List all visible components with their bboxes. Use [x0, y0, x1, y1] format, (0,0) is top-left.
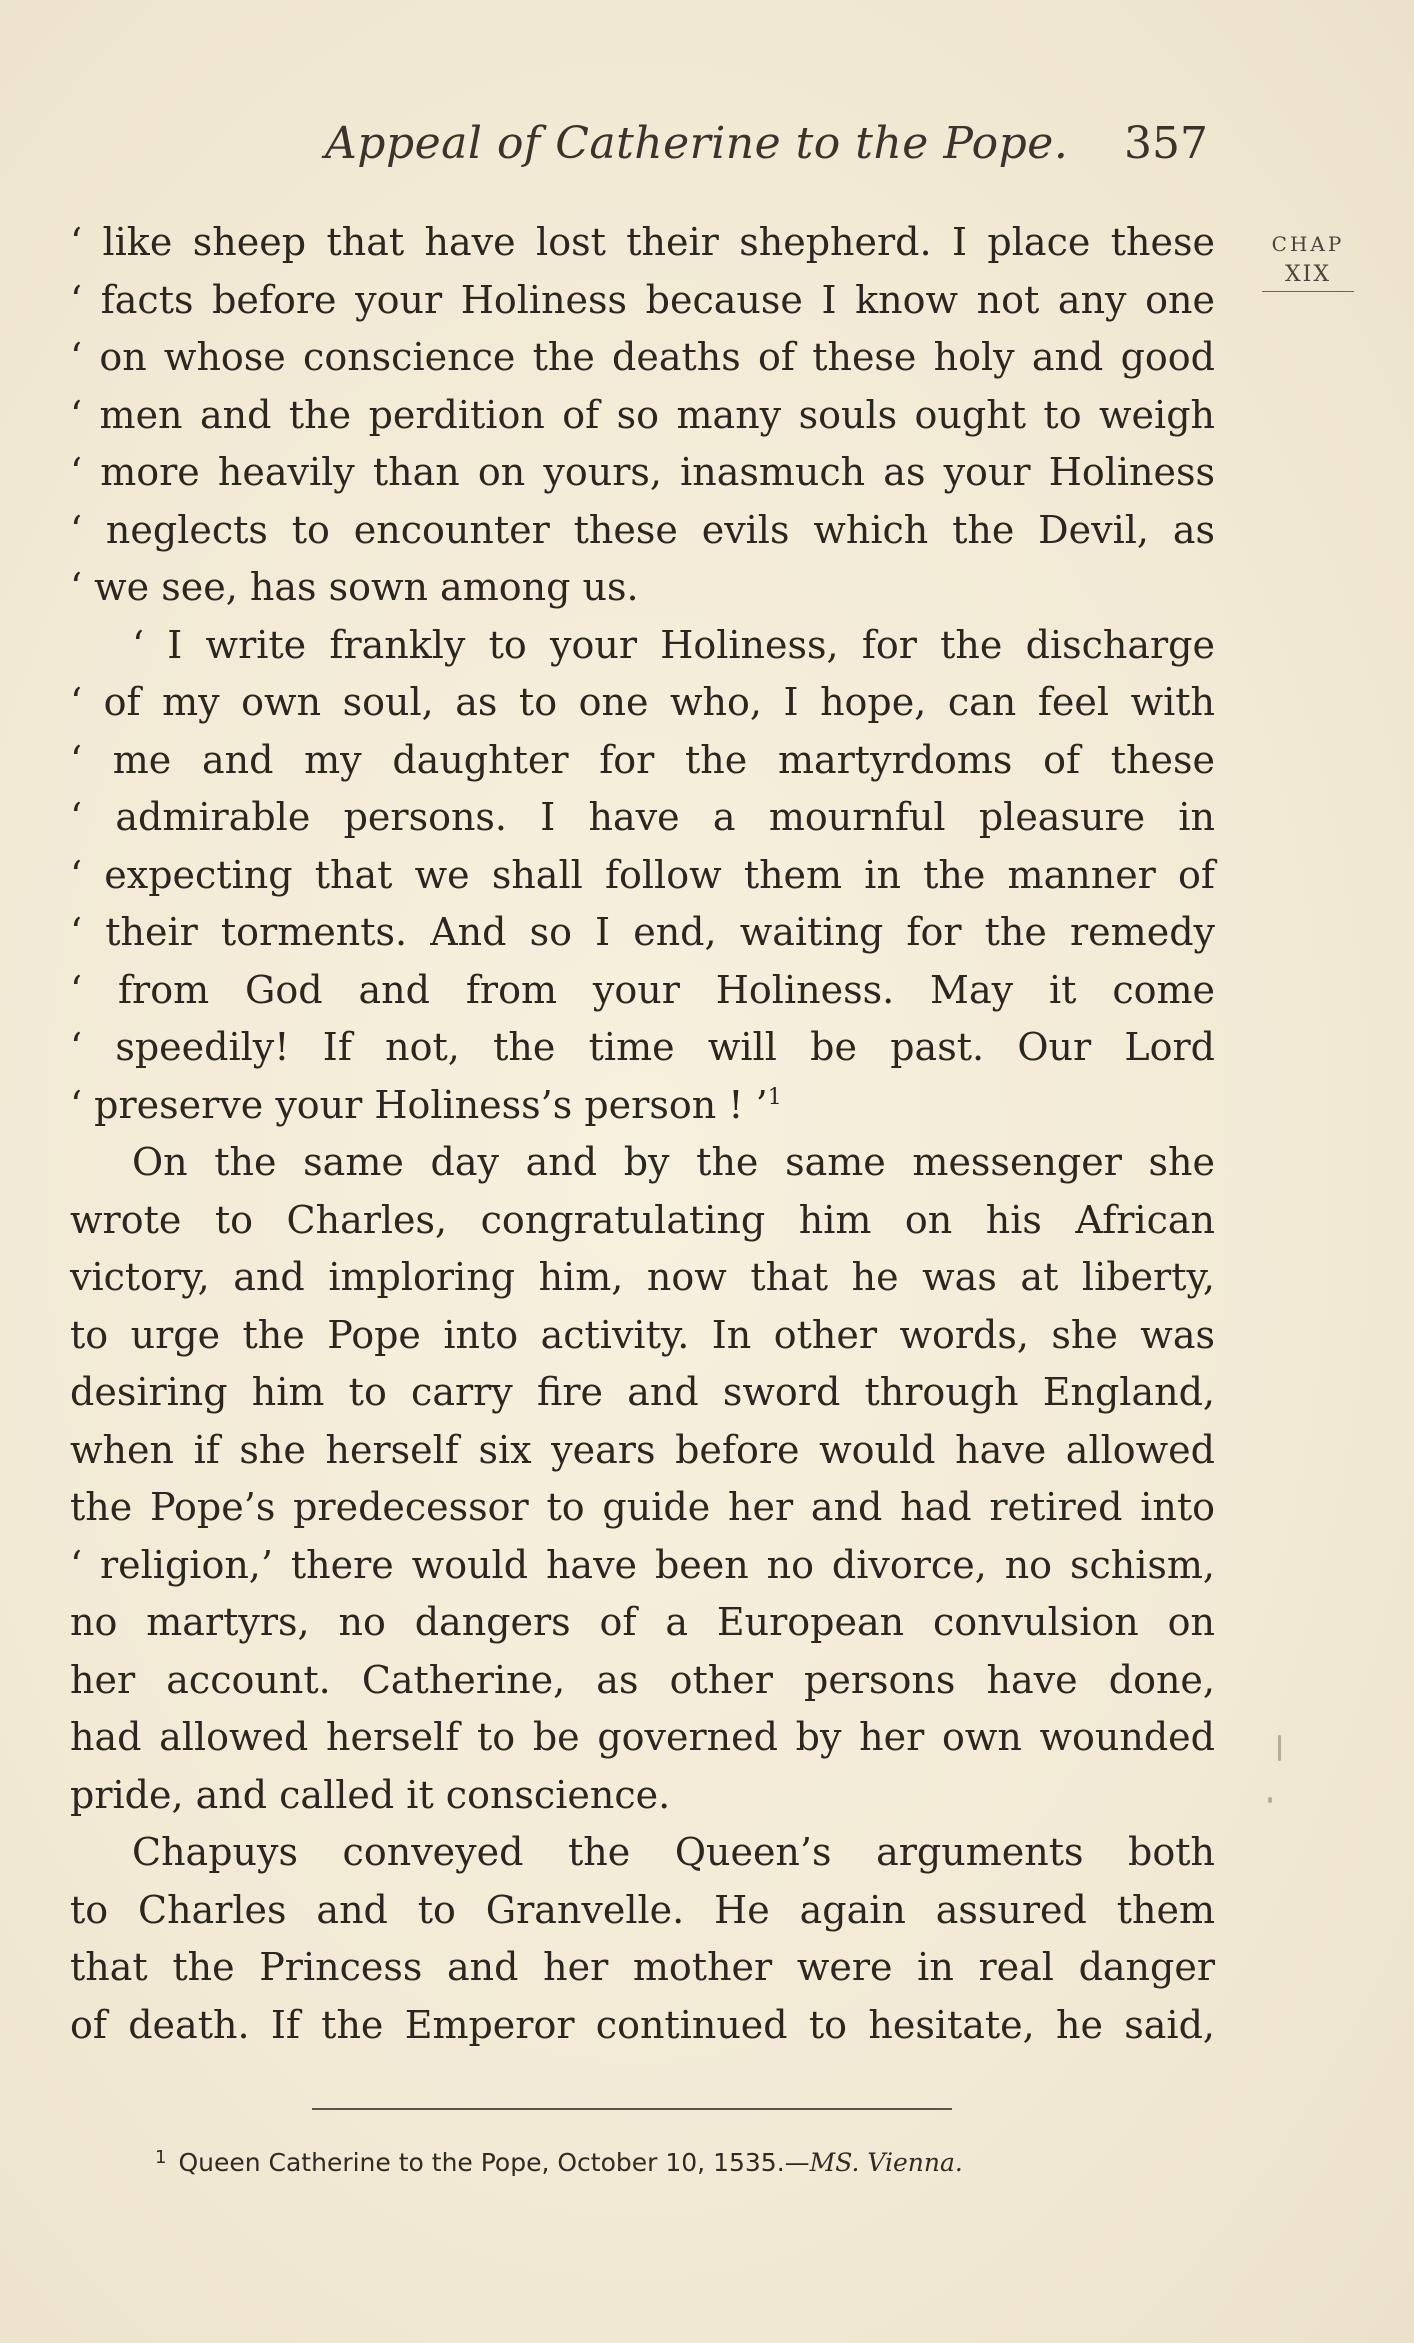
text-line — [70, 904, 1215, 962]
text-line — [70, 1364, 1215, 1422]
text-line-content: to urge the Pope into activity. In other words, she was — [70, 1312, 1215, 1357]
text-line — [70, 1824, 1215, 1882]
text-line — [70, 1077, 1215, 1135]
text-line-content: no martyrs, no dangers of a European convulsion on — [70, 1600, 1215, 1644]
chapter-number: XIX — [1284, 262, 1331, 287]
text-line-content: to Charles and to Granvelle. He again assured them — [70, 1887, 1215, 1932]
text-line-content: ‘ speedily! If not, the time will be past. Our Lord — [70, 1025, 1215, 1069]
text-line-content: that the Princess and her mother were in real danger — [70, 1945, 1215, 1989]
text-line-content: ‘ of my own soul, as to one who, I hope, can feel with — [70, 680, 1215, 724]
text-line — [70, 1594, 1215, 1652]
text-line — [70, 444, 1215, 502]
text-line-content: ‘ their torments. And so I end, waiting for the remedy — [70, 910, 1215, 954]
text-line — [70, 789, 1215, 847]
text-line-content: ‘ from God and from your Holiness. May it come — [70, 967, 1215, 1012]
text-line — [70, 1537, 1215, 1595]
page-header — [70, 118, 1230, 178]
text-line — [70, 962, 1215, 1020]
text-line — [70, 1767, 1215, 1825]
text-line — [70, 502, 1215, 560]
text-line-content: ‘ neglects to encounter these evils which the Devil, as — [70, 507, 1215, 552]
text-line-content: ‘ I write frankly to your Holiness, for the discharge — [132, 622, 1215, 667]
text-line — [70, 732, 1215, 790]
running-title: Appeal of Catherine to the Pope. — [325, 118, 1069, 169]
text-line — [70, 847, 1215, 905]
text-line — [70, 1249, 1215, 1307]
text-line — [70, 1997, 1215, 2055]
text-line — [70, 1192, 1215, 1250]
text-line-content: desiring him to carry fire and sword through England, — [70, 1370, 1215, 1414]
footnote-mark: 1 — [155, 2147, 167, 2168]
text-line-content: ‘ facts before your Holiness because I know not any one — [70, 277, 1215, 322]
text-line — [70, 1709, 1215, 1767]
text-line-content: when if she herself six years before would have allowed — [70, 1427, 1215, 1472]
text-line — [70, 272, 1215, 330]
text-line-content: ‘ on whose conscience the deaths of these holy and good — [70, 335, 1215, 379]
text-line-content: ‘ preserve your Holiness’s person ! ’ — [70, 1082, 768, 1127]
page-number: 357 — [1124, 118, 1208, 169]
text-line-content: had allowed herself to be governed by her own wounded — [70, 1715, 1215, 1759]
text-line-content: ‘ like sheep that have lost their shepherd. I place these — [70, 220, 1215, 264]
text-line — [70, 387, 1215, 445]
footnote — [155, 2147, 963, 2177]
text-line — [70, 1422, 1215, 1480]
text-line-content: ‘ we see, has sown among us. — [70, 565, 639, 609]
text-line-content: On the same day and by the same messenger she — [132, 1140, 1215, 1184]
text-line-content: ‘ me and my daughter for the martyrdoms of these — [70, 737, 1215, 782]
text-line-content: wrote to Charles, congratulating him on his African — [70, 1197, 1215, 1242]
text-line — [70, 1019, 1215, 1077]
paper-speck — [1278, 1735, 1281, 1761]
text-line — [70, 559, 1215, 617]
text-line — [70, 1652, 1215, 1710]
text-line-content: ‘ religion,’ there would have been no divorce, no schism, — [70, 1542, 1215, 1587]
text-line — [70, 674, 1215, 732]
text-line-content: ‘ expecting that we shall follow them in the manner of — [70, 852, 1215, 897]
text-line-content: Chapuys conveyed the Queen’s arguments both — [132, 1830, 1215, 1874]
text-line-content: ‘ men and the perdition of so many souls ought to weigh — [70, 392, 1215, 437]
text-line — [70, 1307, 1215, 1365]
chapter-label: CHAP — [1271, 232, 1345, 256]
footnote-divider — [312, 2108, 952, 2110]
text-line-content: of death. If the Emperor continued to hesitate, he said, — [70, 2002, 1215, 2047]
text-line — [70, 329, 1215, 387]
text-line-content: pride, and called it conscience. — [70, 1772, 671, 1817]
text-line — [70, 1479, 1215, 1537]
paper-speck — [1268, 1797, 1272, 1803]
footnote-source: MS. Vienna. — [809, 2148, 963, 2177]
text-line-content: ‘ admirable persons. I have a mournful pleasure in — [70, 795, 1215, 839]
text-line — [70, 617, 1215, 675]
footnote-text: Queen Catherine to the Pope, October 10, 1535.— — [178, 2148, 810, 2177]
text-line-content: the Pope’s predecessor to guide her and had retired into — [70, 1485, 1215, 1529]
text-line-content: her account. Catherine, as other persons have done, — [70, 1657, 1215, 1702]
text-line — [70, 1134, 1215, 1192]
body-text — [70, 214, 1215, 2054]
chapter-margin-note — [1258, 232, 1358, 292]
text-line — [70, 1939, 1215, 1997]
chapter-rule — [1262, 291, 1354, 292]
footnote-reference: 1 — [767, 1084, 782, 1110]
text-line — [70, 1882, 1215, 1940]
text-line-content: ‘ more heavily than on yours, inasmuch as your Holiness — [70, 450, 1215, 494]
text-line — [70, 214, 1215, 272]
text-line-content: victory, and imploring him, now that he was at liberty, — [70, 1255, 1215, 1299]
